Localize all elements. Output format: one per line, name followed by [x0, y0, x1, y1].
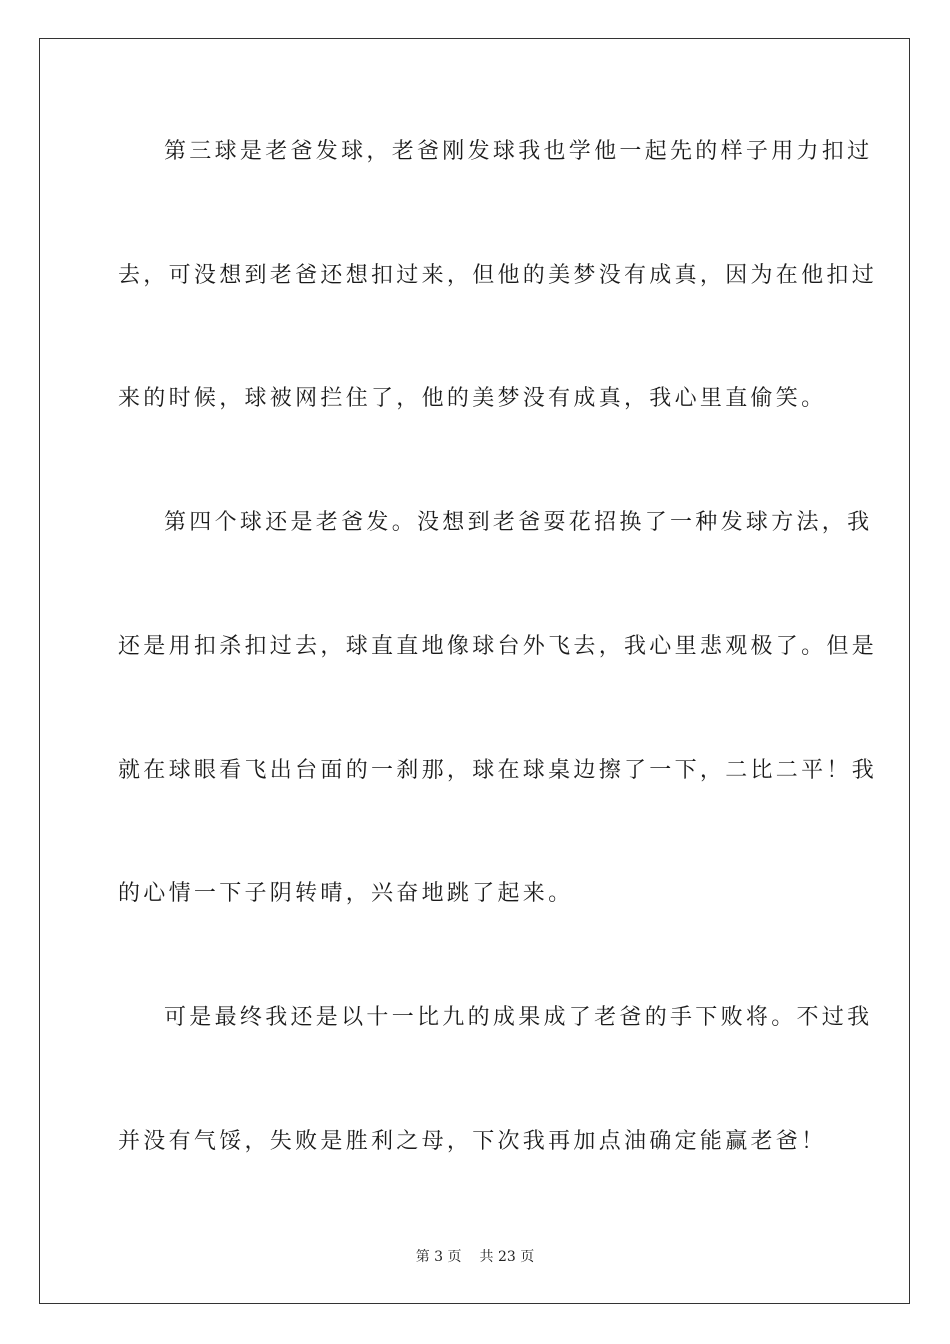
page-total: 共 23 页: [479, 1249, 535, 1265]
paragraph-3-line-2: 并没有气馁，失败是胜利之母，下次我再加点油确定能赢老爸！: [118, 1129, 827, 1154]
paragraph-2-line-4: 的心情一下子阴转晴，兴奋地跳了起来。: [118, 881, 574, 906]
paragraph-1-line-2: 去，可没想到老爸还想扣过来，但他的美梦没有成真，因为在他扣过: [118, 263, 878, 288]
paragraph-2-line-3: 就在球眼看飞出台面的一刹那，球在球桌边擦了一下，二比二平！我: [118, 758, 878, 783]
page-border: [39, 38, 910, 1304]
paragraph-2-line-2: 还是用扣杀扣过去，球直直地像球台外飞去，我心里悲观极了。但是: [118, 634, 878, 659]
paragraph-1-line-3: 来的时候，球被网拦住了，他的美梦没有成真，我心里直偷笑。: [118, 386, 827, 411]
paragraph-3-line-1: 可是最终我还是以十一比九的成果成了老爸的手下败将。不过我: [164, 1005, 873, 1030]
page-footer: [0, 1247, 950, 1267]
paragraph-2-line-1: 第四个球还是老爸发。没想到老爸耍花招换了一种发球方法，我: [164, 510, 873, 535]
paragraph-1-line-1: 第三球是老爸发球，老爸刚发球我也学他一起先的样子用力扣过: [164, 139, 873, 164]
page-number: 第 3 页: [415, 1249, 462, 1265]
